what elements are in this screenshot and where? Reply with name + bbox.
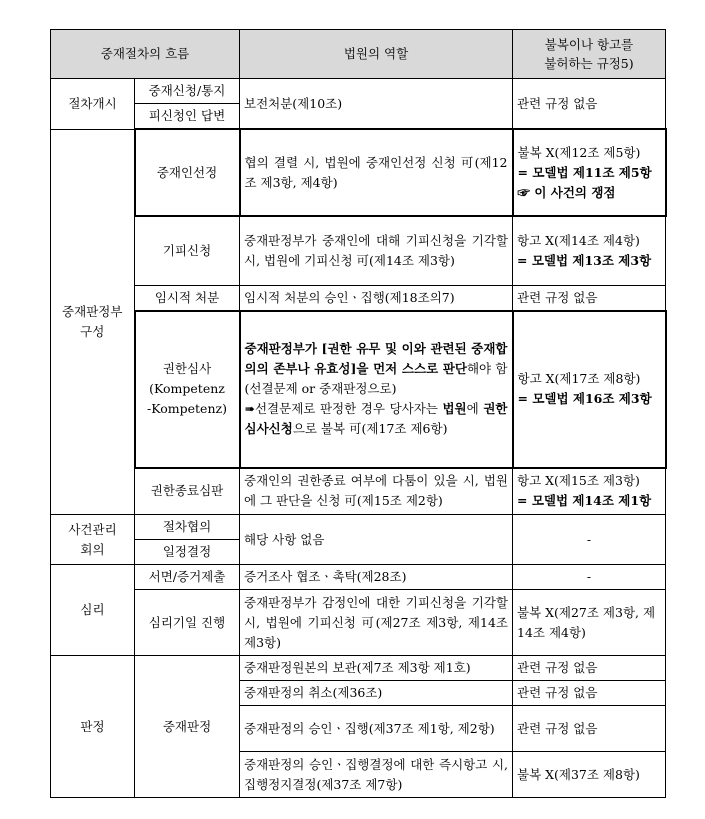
jurisdiction-role-2 bbox=[245, 399, 508, 439]
interim-role: 임시적 처분의 승인ㆍ집행(제18조의7) bbox=[240, 285, 513, 311]
hearing-role: 중재판정부가 감정인에 대한 기피신청을 기각할 시, 법원에 기피신청 可(제27조 제3항, 제14조 제3항) bbox=[240, 590, 513, 656]
start-role: 보전처분(제10조) bbox=[240, 79, 513, 130]
termination-role: 중재인의 권한종료 여부에 다툼이 있을 시, 법원에 그 판단을 신청 可(제15조 제2항) bbox=[240, 468, 513, 515]
section-award: 판정 bbox=[51, 656, 135, 798]
appoint-appeal-2: = 모델법 제11조 제5항 bbox=[517, 164, 652, 180]
header-appeal: 불복이나 항고를 불허하는 규정5) bbox=[513, 30, 666, 79]
row-award: 중재판정 bbox=[135, 656, 240, 798]
award-role-4: 중재판정의 승인ㆍ집행결정에 대한 즉시항고 시, 집행정지결정(제37조 제7항) bbox=[240, 752, 513, 798]
header-court-role: 법원의 역할 bbox=[240, 30, 513, 79]
jurisdiction-role-2b: 법원 bbox=[442, 401, 467, 416]
section-hearing: 심리 bbox=[51, 565, 135, 656]
jurisdiction-appeal bbox=[513, 311, 666, 468]
award-appeal-3: 관련 규정 없음 bbox=[513, 706, 666, 752]
termination-appeal-1: 항고 X(제15조 제3항) bbox=[517, 473, 640, 489]
award-role-3: 중재판정의 승인ㆍ집행(제37조 제1항, 제2항) bbox=[240, 706, 513, 752]
appoint-appeal-3: ☞ 이 사건의 쟁점 bbox=[517, 184, 616, 200]
award-role-1: 중재판정원본의 보관(제7조 제3항 제1호) bbox=[240, 656, 513, 681]
award-appeal-4: 불복 X(제37조 제8항) bbox=[513, 752, 666, 798]
section-composition: 중재판정부 구성 bbox=[51, 129, 135, 515]
section-start: 절차개시 bbox=[51, 79, 135, 130]
termination-appeal bbox=[513, 468, 666, 515]
row-written: 서면/증거제출 bbox=[135, 565, 240, 590]
start-appeal: 관련 규정 없음 bbox=[513, 79, 666, 130]
meeting-appeal: - bbox=[513, 515, 666, 565]
jurisdiction-role-rest: 해야 함(선결문제 or 중재판정으로) bbox=[244, 361, 508, 396]
interim-appeal: 관련 규정 없음 bbox=[513, 285, 666, 311]
hearing-appeal: 불복 X(제27조 제3항, 제14조 제4항) bbox=[513, 590, 666, 656]
award-appeal-1: 관련 규정 없음 bbox=[513, 656, 666, 681]
section-meeting: 사건관리 회의 bbox=[51, 515, 135, 565]
appoint-appeal bbox=[513, 129, 666, 216]
jurisdiction-role-2e: 으로 불복 可(제17조 제6항) bbox=[292, 421, 448, 436]
row-interim: 임시적 처분 bbox=[135, 285, 240, 311]
challenge-appeal bbox=[513, 216, 666, 285]
jurisdiction-appeal-2: = 모델법 제16조 제3항 bbox=[517, 391, 652, 406]
challenge-appeal-2: = 모델법 제13조 제3항 bbox=[517, 252, 652, 268]
jurisdiction-role bbox=[240, 311, 513, 468]
jurisdiction-appeal-1: 항고 X(제17조 제8항) bbox=[517, 371, 641, 386]
jurisdiction-role-bold: 중재판정부가 [권한 유무 및 이와 관련된 중재합의의 존부나 유효성]을 먼저 스스로 판단 bbox=[244, 341, 508, 376]
row-meeting-2: 일정결정 bbox=[135, 540, 240, 565]
row-apply: 중재신청/통지 bbox=[135, 79, 240, 104]
jurisdiction-role-1 bbox=[245, 339, 508, 399]
arbitration-court-role-table bbox=[50, 29, 667, 798]
meeting-role: 해당 사항 없음 bbox=[240, 515, 513, 565]
row-jurisdiction: 권한심사 (Kompetenz -Kompetenz) bbox=[135, 311, 240, 468]
written-role: 증거조사 협조ㆍ촉탁(제28조) bbox=[240, 565, 513, 590]
appoint-role: 협의 결렬 시, 법원에 중재인선정 신청 可(제12조 제3항, 제4항) bbox=[240, 129, 513, 216]
challenge-appeal-1: 항고 X(제14조 제4항) bbox=[517, 232, 640, 248]
row-challenge: 기피신청 bbox=[135, 216, 240, 285]
jurisdiction-role-2c: 에 bbox=[466, 401, 484, 416]
row-answer: 피신청인 답변 bbox=[135, 104, 240, 130]
jurisdiction-role-2d: 권한심사신청 bbox=[244, 401, 508, 436]
award-role-2: 중재판정의 취소(제36조) bbox=[240, 681, 513, 706]
jurisdiction-role-2a: ➠선결문제로 판정한 경우 당사자는 bbox=[244, 401, 443, 416]
row-appoint: 중재인선정 bbox=[135, 129, 240, 216]
row-hearing-date: 심리기일 진행 bbox=[135, 590, 240, 656]
row-meeting-1: 절차협의 bbox=[135, 515, 240, 540]
row-termination: 권한종료심판 bbox=[135, 468, 240, 515]
termination-appeal-2: = 모델법 제14조 제1항 bbox=[517, 493, 652, 509]
challenge-role: 중재판정부가 중재인에 대해 기피신청을 기각할 시, 법원에 기피신청 可(제14조 제3항) bbox=[240, 216, 513, 285]
written-appeal: - bbox=[513, 565, 666, 590]
appoint-appeal-1: 불복 X(제12조 제5항) bbox=[517, 144, 641, 160]
award-appeal-2: 관련 규정 없음 bbox=[513, 681, 666, 706]
header-flow: 중재절차의 흐름 bbox=[51, 30, 240, 79]
